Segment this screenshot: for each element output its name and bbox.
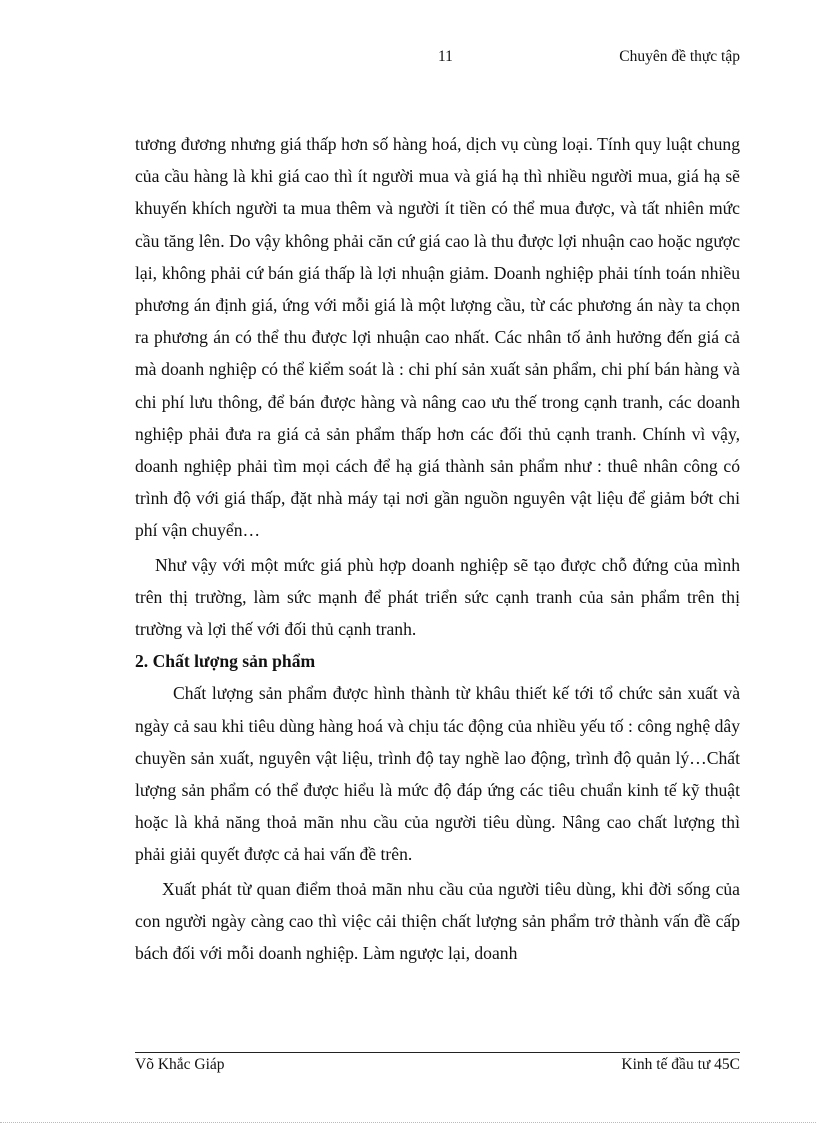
document-body: [135, 128, 740, 969]
page-footer: [135, 1056, 740, 1080]
paragraph-price-demand: tương đương nhưng giá thấp hơn số hàng hoá, dịch vụ cùng loại. Tính quy luật chung của cầu hàng là khi giá cao thì ít người mua và giá hạ thì nhiều người mua, giá hạ sẽ khuyến khích người ta mua thêm và người ít tiền có thể mua được, và tất nhiên mức cầu tăng lên. Do vậy không phải căn cứ giá cao là thu được lợi nhuận cao hoặc ngược lại, không phải cứ bán giá thấp là lợi nhuận giảm. Doanh nghiệp phải tính toán nhiều phương án định giá, ứng với mỗi giá là một lượng cầu, từ các phương án này ta chọn ra phương án có thể thu được lợi nhuận cao nhất. Các nhân tố ảnh hưởng đến giá cả mà doanh nghiệp có thể kiểm soát là : chi phí sản xuất sản phẩm, chi phí bán hàng và chi phí lưu thông, để bán được hàng và nâng cao ưu thế trong cạnh tranh, các doanh nghiệp phải đưa ra giá cả sản phẩm thấp hơn các đối thủ cạnh tranh. Chính vì vậy, doanh nghiệp phải tìm mọi cách để hạ giá thành sản phẩm như : thuê nhân công có trình độ với giá thấp, đặt nhà máy tại nơi gần nguồn nguyên vật liệu để giảm bớt chi phí vận chuyển…: [135, 134, 740, 541]
paragraph-quality-definition: Chất lượng sản phẩm được hình thành từ khâu thiết kế tới tổ chức sản xuất và ngày cả sau khi tiêu dùng hàng hoá và chịu tác động của nhiều yếu tố : công nghệ dây chuyền sản xuất, nguyên vật liệu, trình độ tay nghề lao động, trình độ quản lý…Chất lượng sản phẩm có thể được hiểu là mức độ đáp ứng các tiêu chuẩn kinh tế kỹ thuật hoặc là khả năng thoả mãn nhu cầu của người tiêu dùng. Nâng cao chất lượng thì phải giải quyết được cả hai vấn đề trên.: [135, 683, 740, 865]
page-number: 11: [438, 48, 453, 65]
paragraph-quality-improvement: Xuất phát từ quan điểm thoả mãn nhu cầu của người tiêu dùng, khi đời sống của con người ngày càng cao thì việc cải thiện chất lượng sản phẩm trở thành vấn đề cấp bách đối với mỗi doanh nghiệp. Làm ngược lại, doanh: [135, 878, 740, 964]
footer-author: Võ Khắc Giáp: [135, 1056, 225, 1073]
footer-class: Kinh tế đầu tư 45C: [621, 1056, 740, 1073]
section-heading: 2. Chất lượng sản phẩm: [135, 651, 316, 672]
header-title: Chuyên đề thực tập: [619, 48, 740, 65]
paragraph-price-summary: Như vậy với một mức giá phù hợp doanh nghiệp sẽ tạo được chỗ đứng của mình trên thị trường, làm sức mạnh để phát triển sức cạnh tranh của sản phẩm trên thị trường và lợi thế với đối thủ cạnh tranh.: [135, 554, 740, 640]
page-header: [135, 48, 740, 72]
footer-divider: [135, 1052, 740, 1053]
